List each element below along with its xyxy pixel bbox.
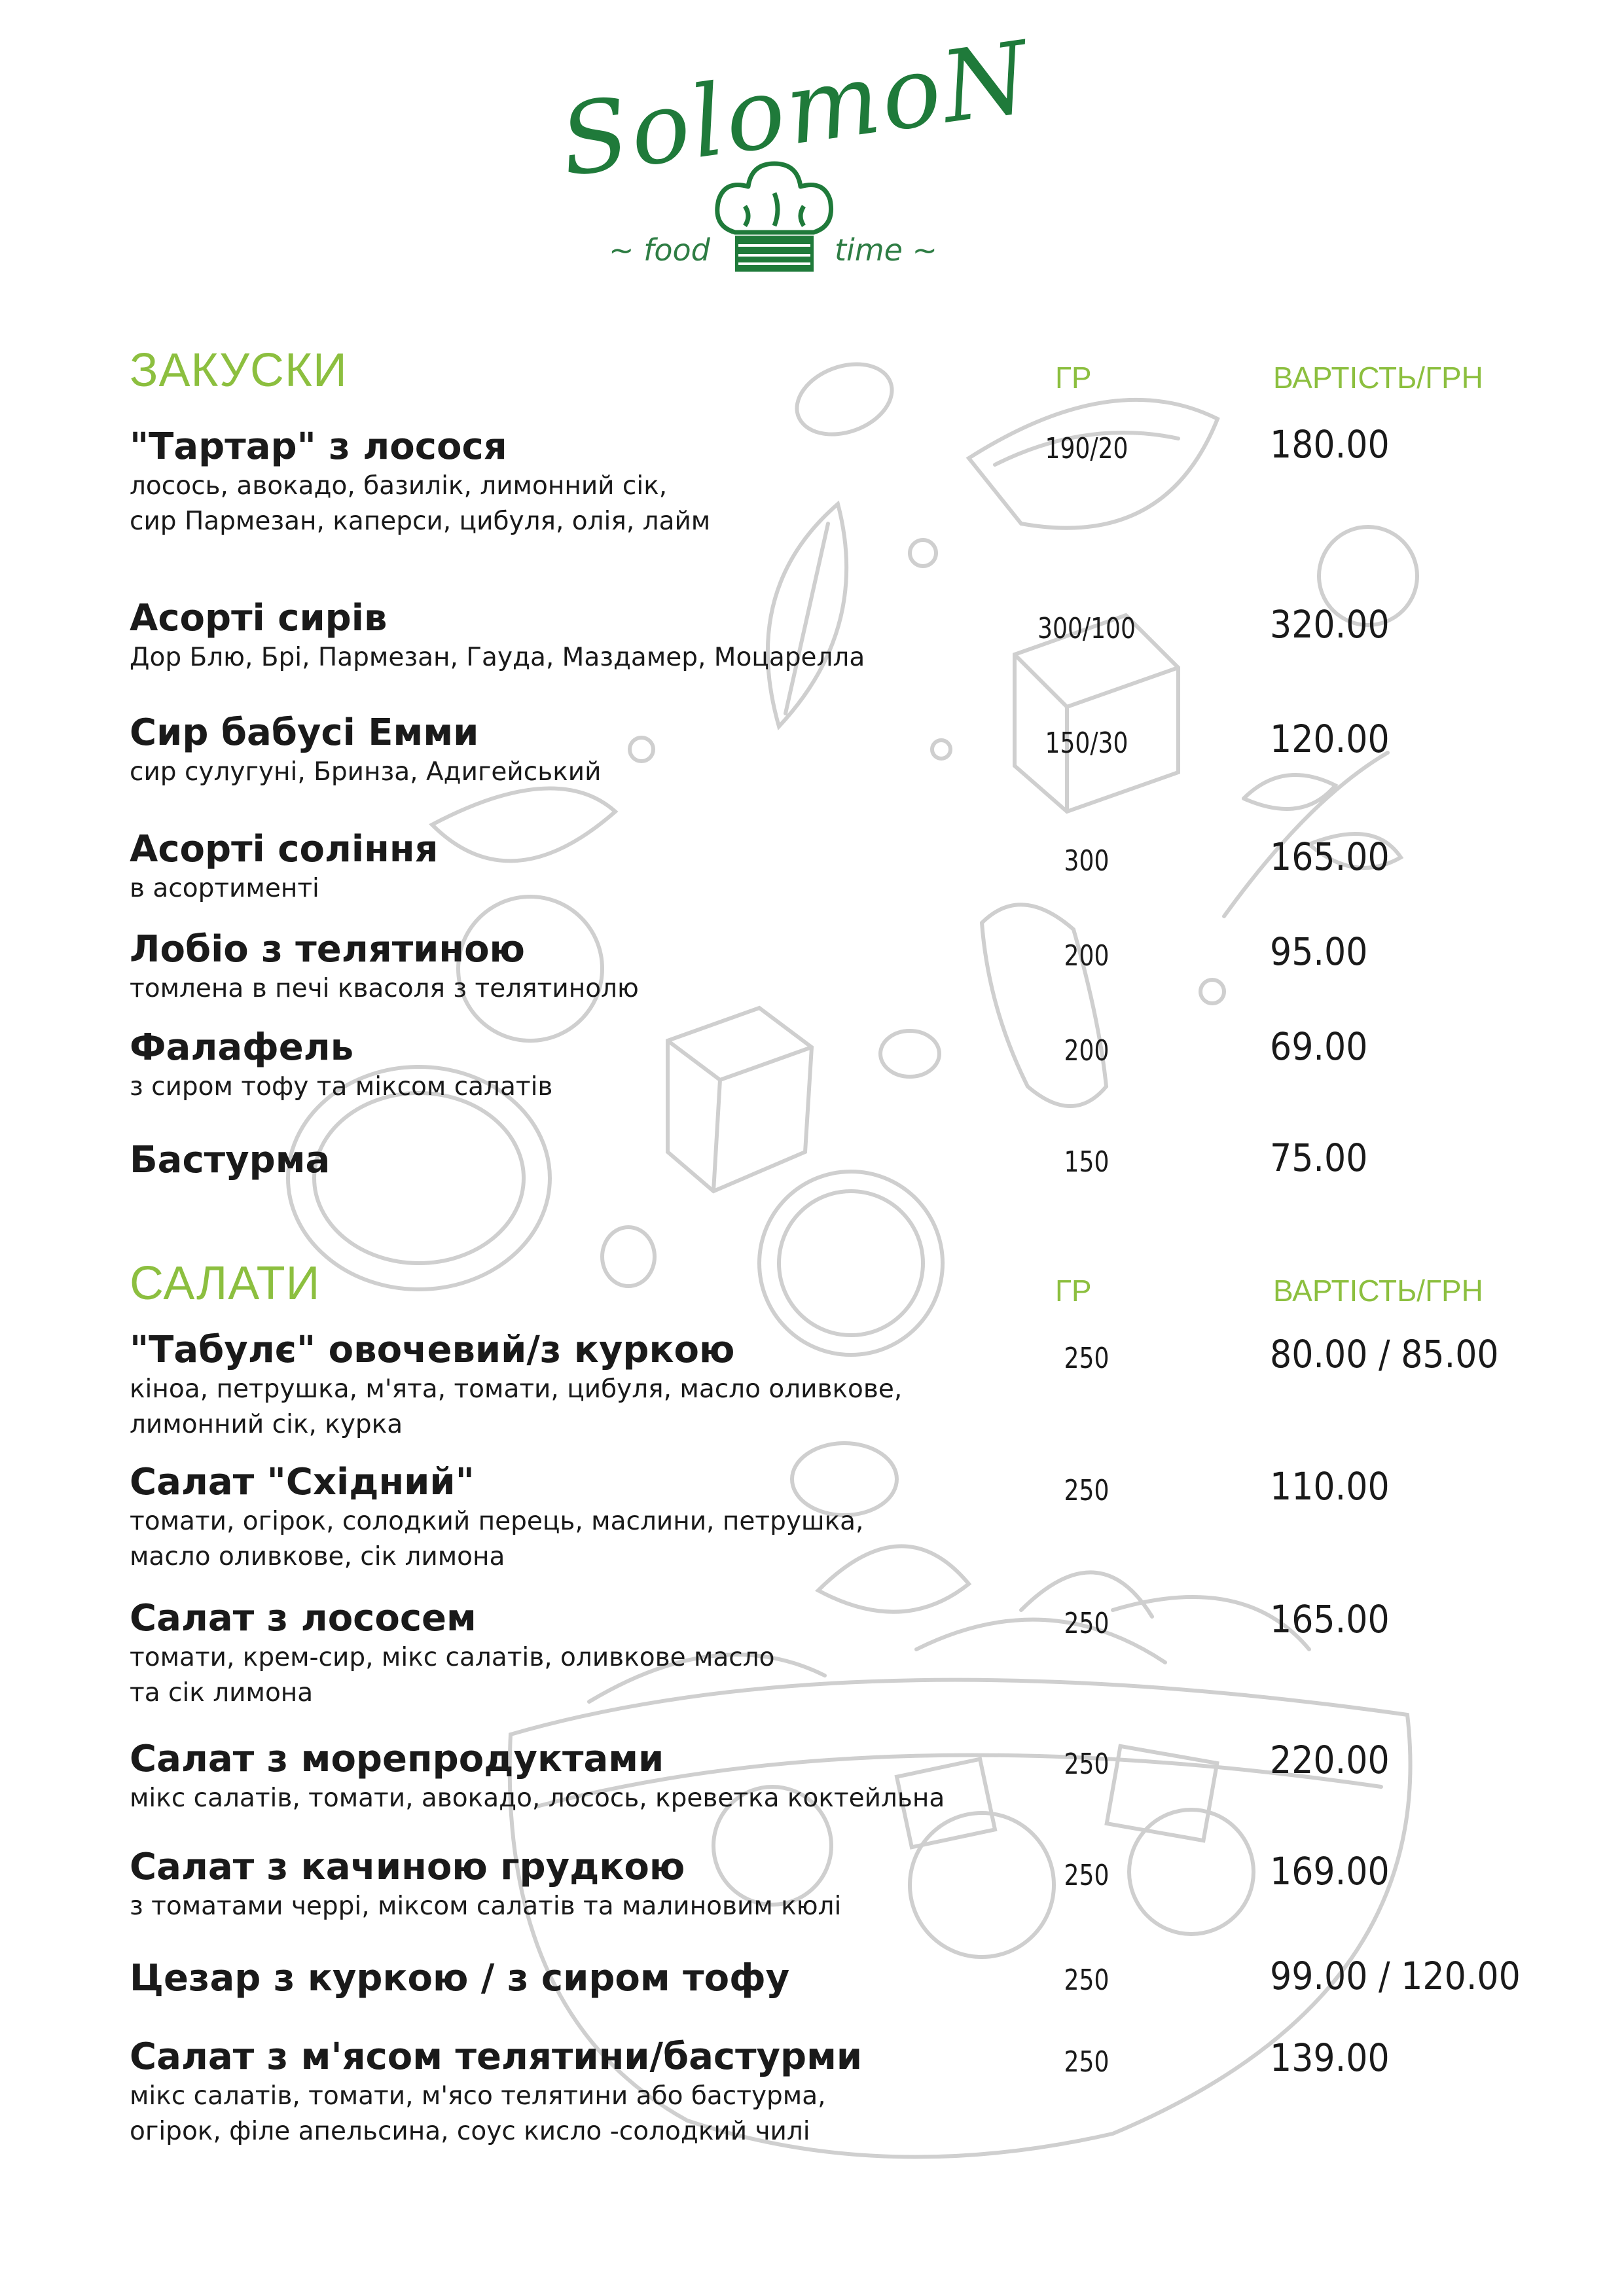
item-price: 110.00 [1270, 1464, 1390, 1509]
menu-item [130, 1846, 841, 1924]
item-grams: 300 [1064, 844, 1110, 878]
item-grams: 250 [1064, 1607, 1110, 1640]
item-price: 69.00 [1270, 1024, 1368, 1069]
item-name: "Тартар" з лосося [130, 425, 507, 468]
item-description: томлена в печі квасоля з телятинолю [130, 974, 639, 1003]
item-description: в асортименті [130, 874, 319, 903]
item-grams: 150/30 [1045, 726, 1128, 760]
item-description: кіноа, петрушка, м'ята, томати, цибуля, масло оливкове, лимонний сік, курка [130, 1374, 903, 1439]
item-name: Салат з морепродуктами [130, 1738, 664, 1780]
brand-tag-left: ~ food [609, 232, 710, 268]
item-price: 80.00 / 85.00 [1270, 1332, 1499, 1376]
menu-item [130, 597, 865, 675]
price-column-header: ВАРТІСТЬ/ГРН [1273, 361, 1483, 395]
item-price: 165.00 [1270, 1597, 1390, 1641]
item-grams: 200 [1064, 939, 1110, 973]
item-name: Салат з качиною грудкою [130, 1846, 685, 1888]
chef-hat-icon [706, 154, 843, 285]
item-price: 120.00 [1270, 717, 1390, 761]
item-price: 99.00 / 120.00 [1270, 1954, 1521, 1998]
item-name: Лобіо з телятиною [130, 928, 525, 971]
item-price: 320.00 [1270, 602, 1390, 647]
item-description: мікс салатів, томати, м'ясо телятини або бастурма, огірок, філе апельсина, соус кисло -солодкий чилі [130, 2081, 826, 2146]
menu-item [130, 928, 639, 1007]
menu-item [130, 828, 438, 906]
item-name: Асорті сирів [130, 597, 388, 639]
cucumber-slice-sketch [759, 1172, 943, 1355]
menu-item [130, 2036, 862, 2149]
item-grams: 190/20 [1045, 432, 1128, 465]
item-grams: 250 [1064, 2045, 1110, 2079]
grams-column-header: ГР [1055, 1274, 1092, 1308]
menu-item [130, 1461, 863, 1575]
brand-tag-right: time ~ [835, 232, 938, 268]
item-price: 139.00 [1270, 2036, 1390, 2080]
item-name: Фалафель [130, 1026, 354, 1069]
item-price: 165.00 [1270, 834, 1390, 879]
item-description: з томатами черрі, міксом салатів та малиновим кюлі [130, 1892, 842, 1921]
item-name: Салат "Східний" [130, 1461, 475, 1503]
pepper-ring-sketch [982, 905, 1106, 1106]
item-grams: 200 [1064, 1034, 1110, 1067]
item-description: лосось, авокадо, базилік, лимонний сік, сир Пармезан, каперси, цибуля, олія, лайм [130, 471, 711, 536]
item-price: 75.00 [1270, 1136, 1368, 1180]
item-description: томати, крем-сир, мікс салатів, оливкове масло та сік лимона [130, 1643, 775, 1708]
item-name: Салат з лососем [130, 1597, 477, 1640]
item-name: Цезар з куркою / з сиром тофу [130, 1957, 790, 2000]
item-grams: 300/100 [1038, 612, 1136, 645]
item-name: "Табулє" овочевий/з куркою [130, 1329, 735, 1371]
menu-item [130, 1329, 902, 1443]
item-price: 220.00 [1270, 1738, 1390, 1782]
item-grams: 250 [1064, 1748, 1110, 1781]
item-grams: 150 [1064, 1145, 1110, 1179]
item-name: Сир бабусі Емми [130, 711, 479, 754]
tomato-half-sketch [432, 788, 615, 861]
menu-item [130, 1026, 552, 1105]
olive-sketch [787, 351, 901, 446]
item-description: мікс салатів, томати, авокадо, лосось, креветка коктейльна [130, 1784, 945, 1813]
item-description: сир сулугуні, Бринза, Адигейський [130, 757, 602, 787]
menu-item [130, 1738, 945, 1816]
menu-item [130, 1139, 330, 1182]
item-grams: 250 [1064, 1964, 1110, 1997]
menu-item [130, 711, 601, 790]
item-price: 169.00 [1270, 1849, 1390, 1893]
price-column-header: ВАРТІСТЬ/ГРН [1273, 1274, 1483, 1308]
item-description: з сиром тофу та міксом салатів [130, 1072, 553, 1102]
menu-item [130, 1957, 789, 2000]
item-name: Бастурма [130, 1139, 331, 1181]
section-title-appetizers: ЗАКУСКИ [130, 344, 348, 397]
item-grams: 250 [1064, 1859, 1110, 1892]
item-grams: 250 [1064, 1342, 1110, 1375]
grams-column-header: ГР [1055, 361, 1092, 395]
brand-name: SolomoN [553, 20, 1039, 199]
item-description: Дор Блю, Брі, Пармезан, Гауда, Маздамер, Моцарелла [130, 643, 865, 672]
menu-item [130, 1597, 775, 1711]
section-title-salads: САЛАТИ [130, 1257, 321, 1310]
item-description: томати, огірок, солодкий перець, маслини, петрушка, масло оливкове, сік лимона [130, 1507, 864, 1571]
item-name: Салат з м'ясом телятини/бастурми [130, 2036, 863, 2078]
item-price: 180.00 [1270, 422, 1390, 467]
item-grams: 250 [1064, 1474, 1110, 1507]
tofu-cube-sketch [668, 1008, 812, 1191]
brand-logo [553, 20, 1039, 301]
menu-item [130, 425, 710, 539]
item-name: Асорті соління [130, 828, 439, 870]
item-price: 95.00 [1270, 929, 1368, 974]
